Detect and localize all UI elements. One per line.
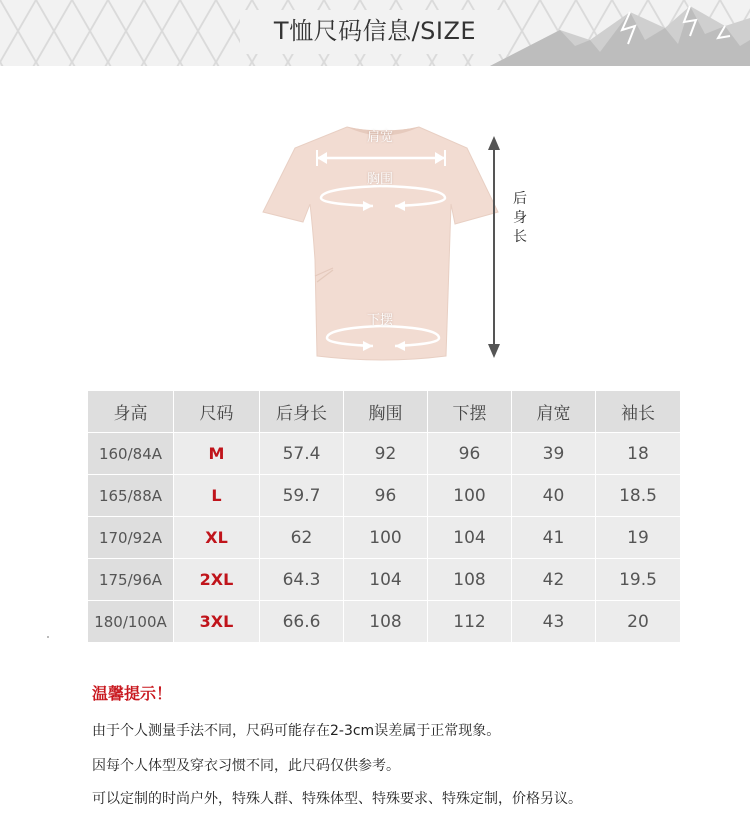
cell-height: 160/84A [88, 433, 174, 475]
cell-shoulder: 43 [512, 601, 596, 643]
tshirt-diagram [255, 120, 545, 370]
header-chest: 胸围 [344, 391, 428, 433]
note-line: 由于个人测量手法不同，尺码可能存在2-3cm误差属于正常现象。 [92, 723, 501, 739]
cell-hem: 108 [428, 559, 512, 601]
cell-shoulder: 39 [512, 433, 596, 475]
cell-chest: 96 [344, 475, 428, 517]
cell-height: 175/96A [88, 559, 174, 601]
size-table [87, 390, 681, 643]
cell-length: 59.7 [260, 475, 344, 517]
cell-sleeve: 20 [596, 601, 681, 643]
cell-size: 2XL [174, 559, 260, 601]
cell-length: 66.6 [260, 601, 344, 643]
page-title: T恤尺码信息/SIZE [273, 17, 477, 45]
cell-size: M [174, 433, 260, 475]
header-banner [0, 0, 750, 66]
cell-height: 165/88A [88, 475, 174, 517]
table-row [88, 601, 681, 643]
cell-chest: 104 [344, 559, 428, 601]
length-label: 后 身 长 [513, 191, 527, 245]
cell-height: 180/100A [88, 601, 174, 643]
cell-sleeve: 19.5 [596, 559, 681, 601]
cell-length: 62 [260, 517, 344, 559]
note-line: 因每个人体型及穿衣习惯不同，此尺码仅供参考。 [92, 758, 400, 774]
cell-hem: 100 [428, 475, 512, 517]
notice-title: 温馨提示！ [92, 684, 173, 703]
header-size: 尺码 [174, 391, 260, 433]
cell-hem: 104 [428, 517, 512, 559]
cell-height: 170/92A [88, 517, 174, 559]
cell-length: 57.4 [260, 433, 344, 475]
cell-size: 3XL [174, 601, 260, 643]
cell-shoulder: 40 [512, 475, 596, 517]
header-shoulder: 肩宽 [512, 391, 596, 433]
chest-label: 胸围 [367, 172, 394, 187]
cell-hem: 96 [428, 433, 512, 475]
note-line: 可以定制的时尚户外，特殊人群、特殊体型、特殊要求、特殊定制，价格另议。 [92, 791, 582, 807]
cell-shoulder: 41 [512, 517, 596, 559]
header-hem: 下摆 [428, 391, 512, 433]
table-row [88, 517, 681, 559]
cell-chest: 100 [344, 517, 428, 559]
cell-sleeve: 18.5 [596, 475, 681, 517]
cell-length: 64.3 [260, 559, 344, 601]
cell-sleeve: 19 [596, 517, 681, 559]
header-height: 身高 [88, 391, 174, 433]
table-header-row [88, 391, 681, 433]
cell-chest: 108 [344, 601, 428, 643]
table-row [88, 559, 681, 601]
cell-sleeve: 18 [596, 433, 681, 475]
header-length: 后身长 [260, 391, 344, 433]
cell-shoulder: 42 [512, 559, 596, 601]
header-sleeve: 袖长 [596, 391, 681, 433]
cell-size: L [174, 475, 260, 517]
table-row [88, 475, 681, 517]
tshirt-icon [255, 120, 545, 370]
decorative-dot [47, 636, 49, 638]
table-row [88, 433, 681, 475]
hem-label: 下摆 [367, 313, 394, 328]
shoulder-label: 肩宽 [367, 130, 394, 145]
cell-hem: 112 [428, 601, 512, 643]
cell-chest: 92 [344, 433, 428, 475]
cell-size: XL [174, 517, 260, 559]
